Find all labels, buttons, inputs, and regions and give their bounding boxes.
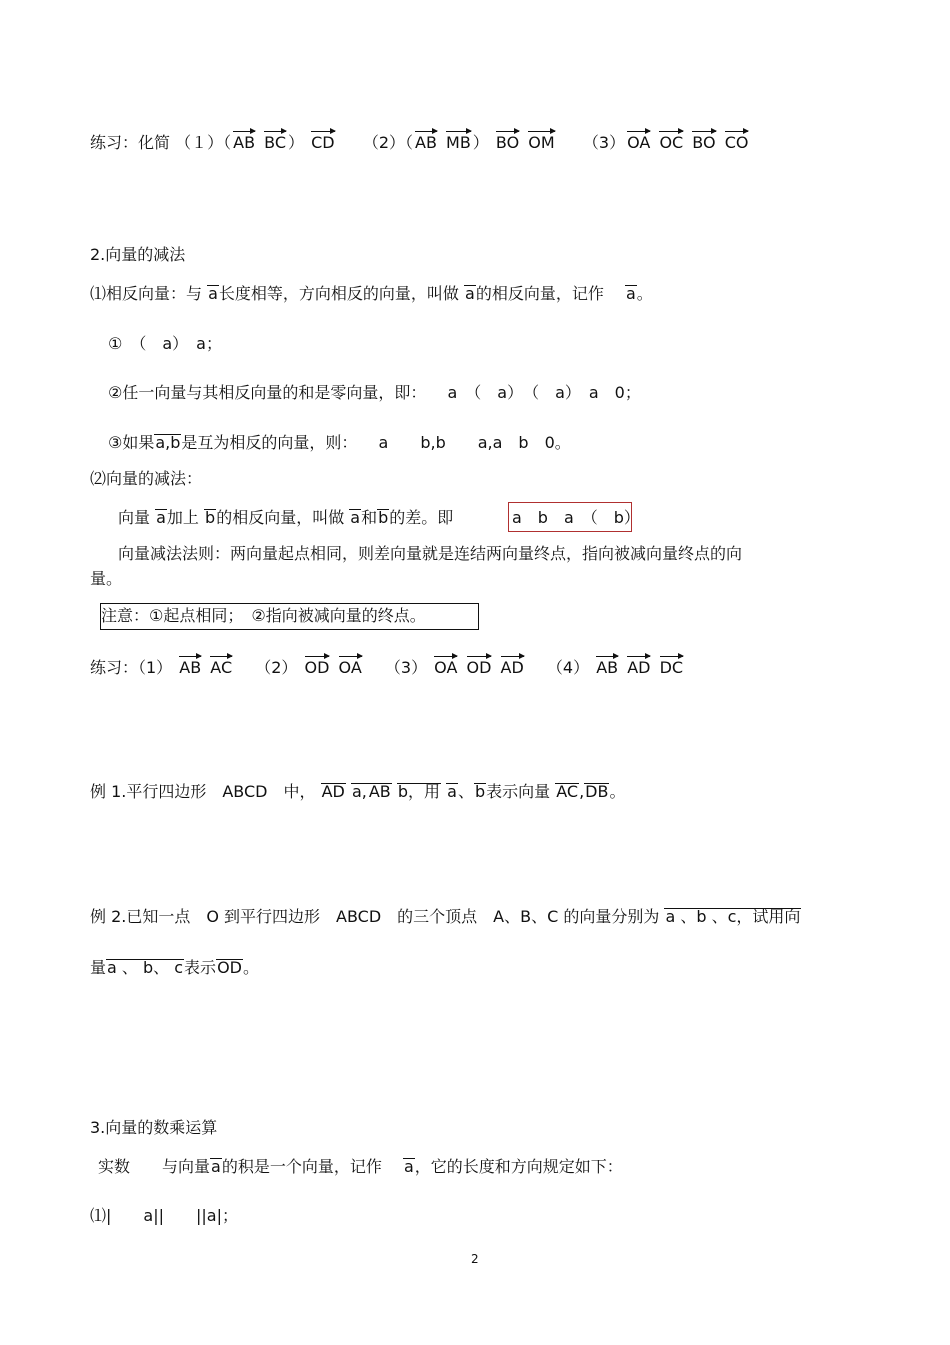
vectors-a-b-c: a 、b 、c，试用向 bbox=[665, 907, 801, 926]
vector-b: b bbox=[474, 782, 486, 801]
example-2-line-1: 例 2.已知一点 O 到平行四边形 ABCD 的三个顶点 A、B、C 的向量分别为 a 、b 、c，试用向 bbox=[90, 907, 801, 926]
page-number: 2 bbox=[471, 1252, 479, 1266]
vector-DB: DB bbox=[585, 782, 609, 801]
subtraction-definition: 向量 a加上 b的相反向量，叫做 a和b的差。即 bbox=[118, 508, 454, 527]
vector-AD: AD bbox=[627, 658, 651, 677]
vector-BO: BO bbox=[692, 133, 716, 152]
vector-b: b，用 bbox=[397, 782, 441, 801]
vector-OC: OC bbox=[659, 133, 684, 152]
boxed-formula: a b a （ b） bbox=[512, 508, 640, 527]
vector-a: a bbox=[211, 1157, 221, 1176]
vector-AD: AD bbox=[321, 782, 345, 801]
property-2-expression: a （ a） （ a） a 0； bbox=[447, 383, 641, 402]
practice-2-line: 练习：（1） AB AC （2） OD OA （3） OA OD AD （4） AB AD DC bbox=[90, 658, 684, 677]
vector-AB: AB bbox=[368, 782, 391, 801]
section-3-title: 3.向量的数乘运算 bbox=[90, 1118, 218, 1137]
subtraction-rule-line-1: 向量减法法则：两向量起点相同，则差向量就是连结两向量终点，指向被减向量终点的向 bbox=[118, 544, 743, 563]
property-2: ②任一向量与其相反向量的和是零向量，即： a （ a） （ a） a 0； bbox=[108, 383, 641, 402]
vector-AB: AB bbox=[596, 658, 619, 677]
opposite-vector-definition: ⑴相反向量：与 a长度相等，方向相反的向量，叫做 a的相反向量，记作 a。 bbox=[90, 284, 653, 303]
vector-a: a bbox=[465, 284, 475, 303]
vector-a: a bbox=[447, 782, 457, 801]
vector-CD: CD bbox=[311, 133, 335, 152]
vector-OA: OA bbox=[434, 658, 458, 677]
vector-OD: OD bbox=[217, 958, 242, 977]
vector-BO: BO bbox=[495, 133, 520, 152]
note-text: 注意：①起点相同； ②指向被减向量的终点。 bbox=[101, 606, 426, 625]
vectors-a-b-c: a 、 b、 c bbox=[107, 958, 184, 977]
scalar-rule-1: ⑴| a|| ||a|； bbox=[90, 1206, 238, 1225]
vector-b: b bbox=[378, 508, 389, 527]
subtraction-heading: ⑵向量的减法： bbox=[90, 469, 203, 488]
section-2-title: 2.向量的减法 bbox=[90, 245, 186, 264]
vector-a: a bbox=[156, 508, 166, 527]
vector-AB: AB bbox=[415, 133, 437, 152]
scalar-multiplication-definition: 实数 与向量a的积是一个向量，记作 a，它的长度和方向规定如下： bbox=[98, 1157, 623, 1176]
vector-DC: DC bbox=[659, 658, 684, 677]
vector-a: a bbox=[208, 284, 218, 303]
vector-AB: AB bbox=[233, 133, 256, 152]
vector-AC: AC bbox=[210, 658, 233, 677]
vector-a: a, bbox=[351, 782, 367, 801]
property-1: ① （ a） a； bbox=[108, 334, 222, 353]
example-2-line-2: 量a 、 b、 c表示OD。 bbox=[90, 958, 259, 977]
example-1: 例 1.平行四边形 ABCD 中， AD a, AB b，用 a、b表示向量 AC,DB。 bbox=[90, 782, 626, 801]
vector-b: b bbox=[205, 508, 216, 527]
vector-OA: OA bbox=[338, 658, 362, 677]
practice-1-line: 练习：化简 （１）（ AB BC ） CD （2）（ AB MB ） BO OM （3） OA OC BO CO bbox=[90, 133, 749, 152]
vector-OD: OD bbox=[304, 658, 330, 677]
vector-CO: CO bbox=[724, 133, 749, 152]
vector-OM: OM bbox=[528, 133, 555, 152]
subtraction-rule-line-2: 量。 bbox=[90, 569, 123, 588]
practice-label: 练习：化简 bbox=[90, 133, 171, 152]
vector-BC: BC bbox=[264, 133, 287, 152]
vector-AD: AD bbox=[500, 658, 524, 677]
vector-OD: OD bbox=[466, 658, 492, 677]
property-3-expression: a b,b a,a b 0。 bbox=[378, 433, 571, 452]
vector-AB: AB bbox=[179, 658, 202, 677]
vector-MB: MB bbox=[446, 133, 471, 152]
vectors-a-b: a,b bbox=[155, 433, 181, 452]
property-3: ③如果a,b是互为相反的向量，则： a b,b a,a b 0。 bbox=[108, 433, 571, 452]
vector-lambda-a: a bbox=[403, 1157, 414, 1176]
vector-a: a bbox=[350, 508, 361, 527]
vector-AC: AC bbox=[556, 782, 579, 801]
vector-neg-a: a bbox=[625, 284, 636, 303]
vector-OA: OA bbox=[627, 133, 651, 152]
